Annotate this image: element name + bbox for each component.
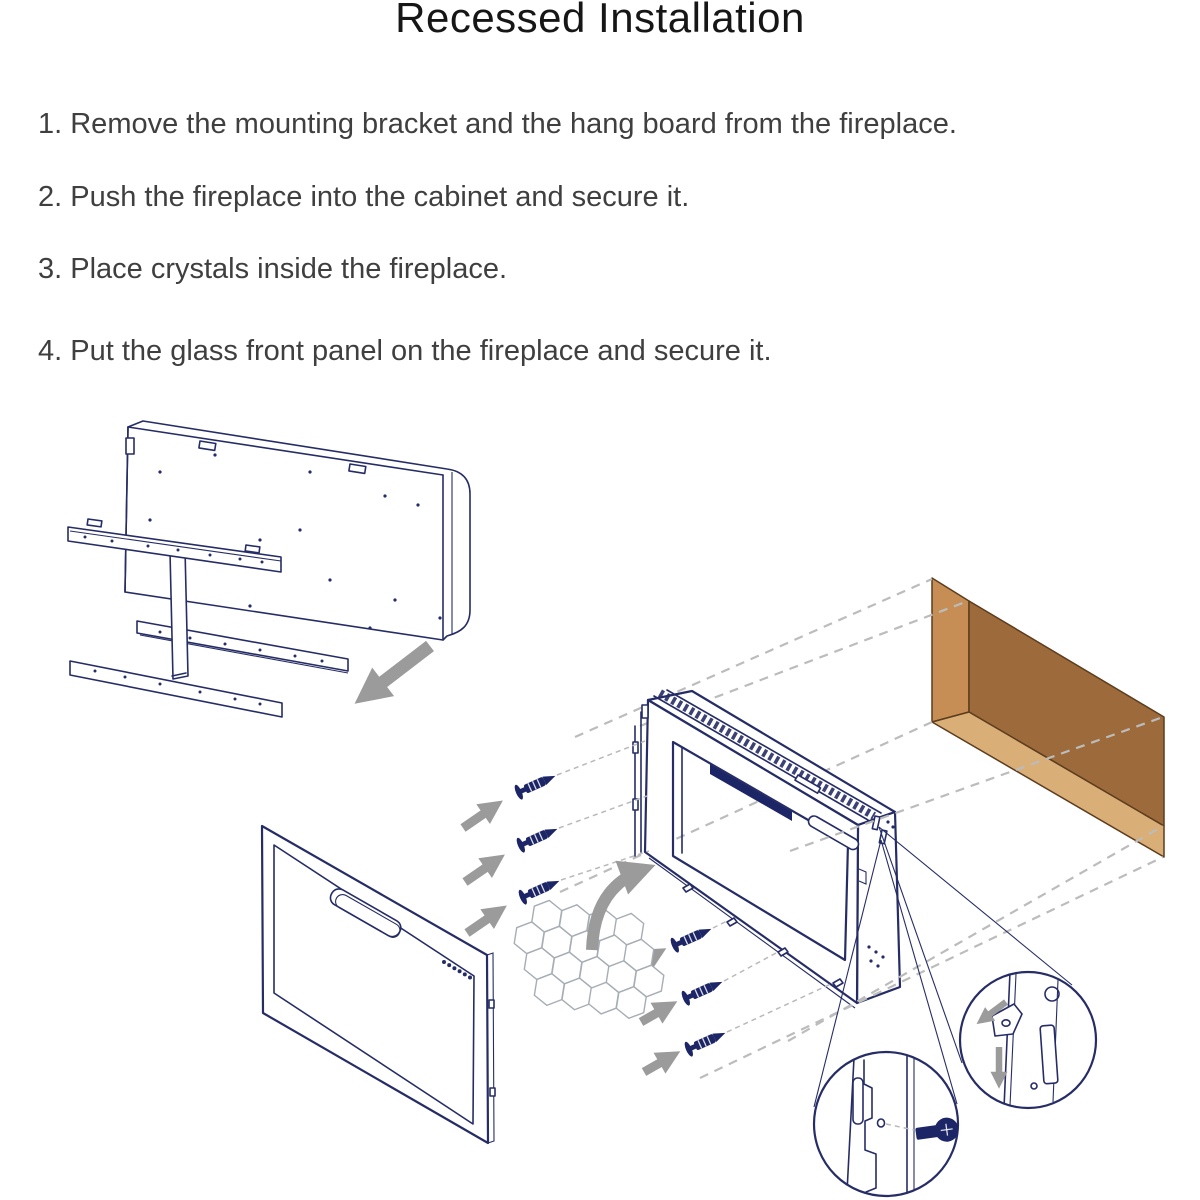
step-3: 3. Place crystals inside the fireplace. xyxy=(38,253,508,285)
screw-icon xyxy=(680,975,726,1007)
step-1: 1. Remove the mounting bracket and the hang board from the fireplace. xyxy=(38,108,957,140)
glass-front-panel xyxy=(262,826,495,1143)
step-2: 2. Push the fireplace into the cabinet and secure it. xyxy=(38,181,690,213)
screw-icon xyxy=(515,822,561,854)
detail-circle-screw xyxy=(814,1052,960,1196)
removal-arrow-icon xyxy=(366,646,430,695)
fireplace-insert xyxy=(633,690,900,1008)
screw-icon xyxy=(517,874,563,906)
step-4: 4. Put the glass front panel on the fireplace and secure it. xyxy=(38,335,772,367)
crystals-hex-cluster xyxy=(505,896,672,1023)
page-title: Recessed Installation xyxy=(395,0,805,41)
screw-icon xyxy=(683,1026,729,1058)
wall-recess xyxy=(932,578,1164,857)
vertical-post xyxy=(170,549,188,679)
recess-left-wall xyxy=(932,578,969,722)
fireplace-right-panel xyxy=(857,812,900,1003)
screw-icon xyxy=(513,769,559,801)
detail-circle-bracket xyxy=(960,972,1096,1108)
hang-board-middle-rail xyxy=(137,621,348,671)
screw-icon xyxy=(669,922,715,954)
mounting-bracket-assembly xyxy=(68,421,470,717)
